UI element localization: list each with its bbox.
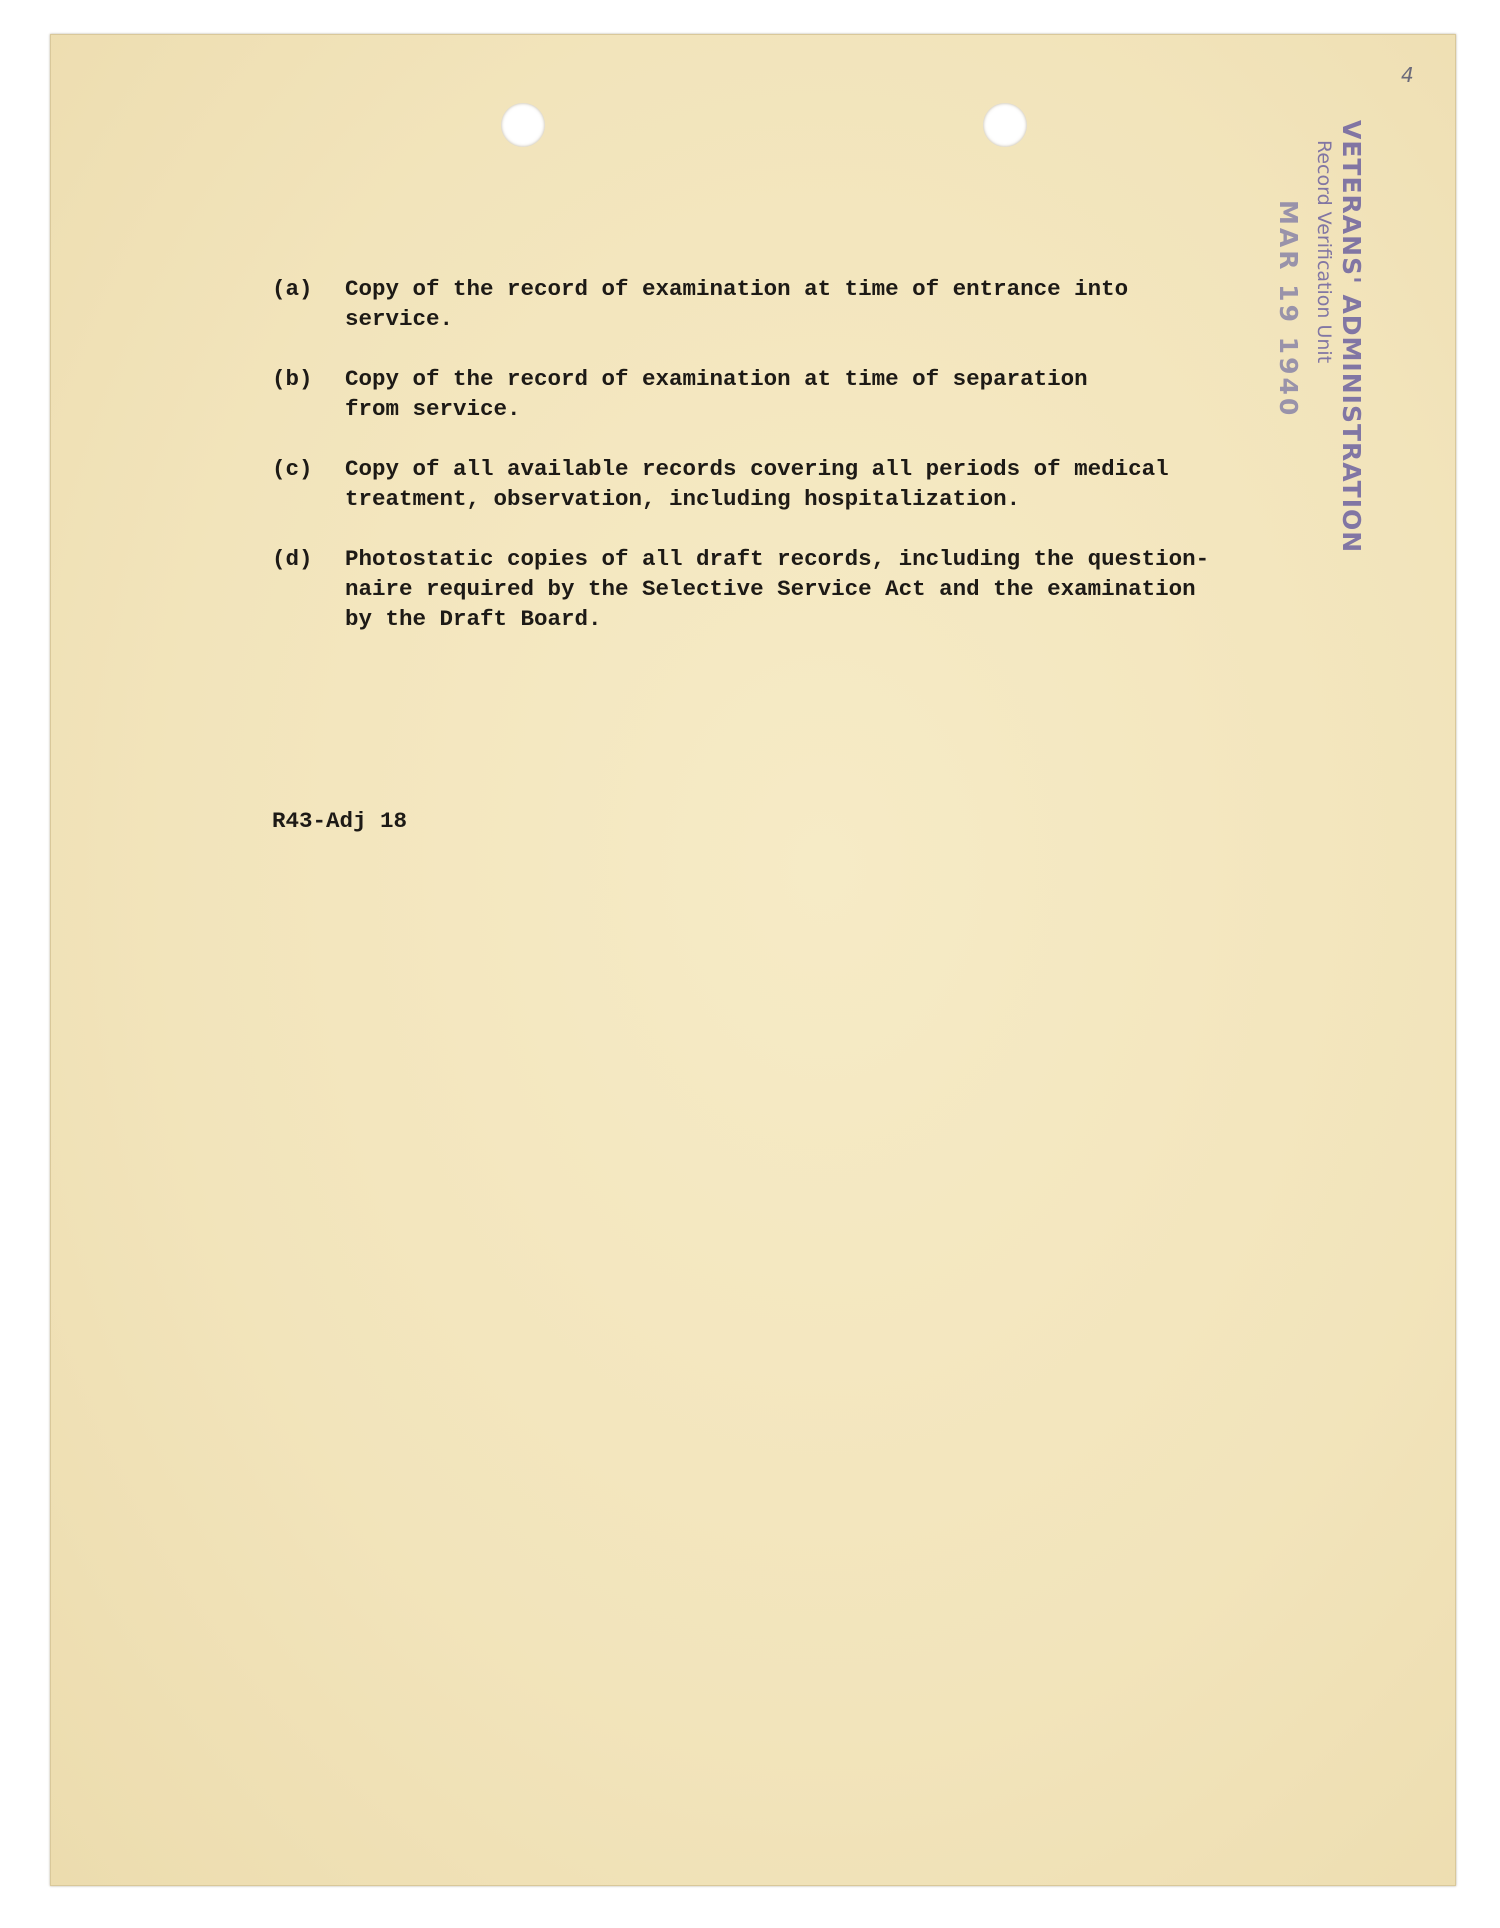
punch-hole-right	[983, 103, 1027, 147]
list-item	[272, 544, 1352, 634]
item-text: Copy of all available records covering all periods of medical treatment, observation, including hospitalization.	[345, 456, 1169, 512]
punch-hole-left	[501, 103, 545, 147]
item-marker: (b)	[272, 366, 313, 392]
list-item	[272, 454, 1352, 514]
page-number: 4	[1401, 63, 1414, 87]
list-item	[272, 274, 1352, 334]
requested-records-list	[272, 274, 1352, 664]
item-marker: (d)	[272, 546, 313, 572]
form-reference-code: R43-Adj 18	[272, 808, 408, 834]
item-marker: (c)	[272, 456, 313, 482]
stamp-date: MAR 19 1940	[1274, 200, 1303, 419]
item-text: Copy of the record of examination at time of entrance into service.	[345, 276, 1129, 332]
item-text: Copy of the record of examination at time of separation from service.	[345, 366, 1088, 422]
item-text: Photostatic copies of all draft records, including the question- naire required by the Selective Service Act and the examination by the Draft Board.	[345, 546, 1210, 632]
stamp-unit: Record Verification Unit	[1313, 140, 1335, 364]
list-item	[272, 364, 1352, 424]
stamp-agency: VETERANS' ADMINISTRATION	[1337, 120, 1366, 554]
item-marker: (a)	[272, 276, 313, 302]
